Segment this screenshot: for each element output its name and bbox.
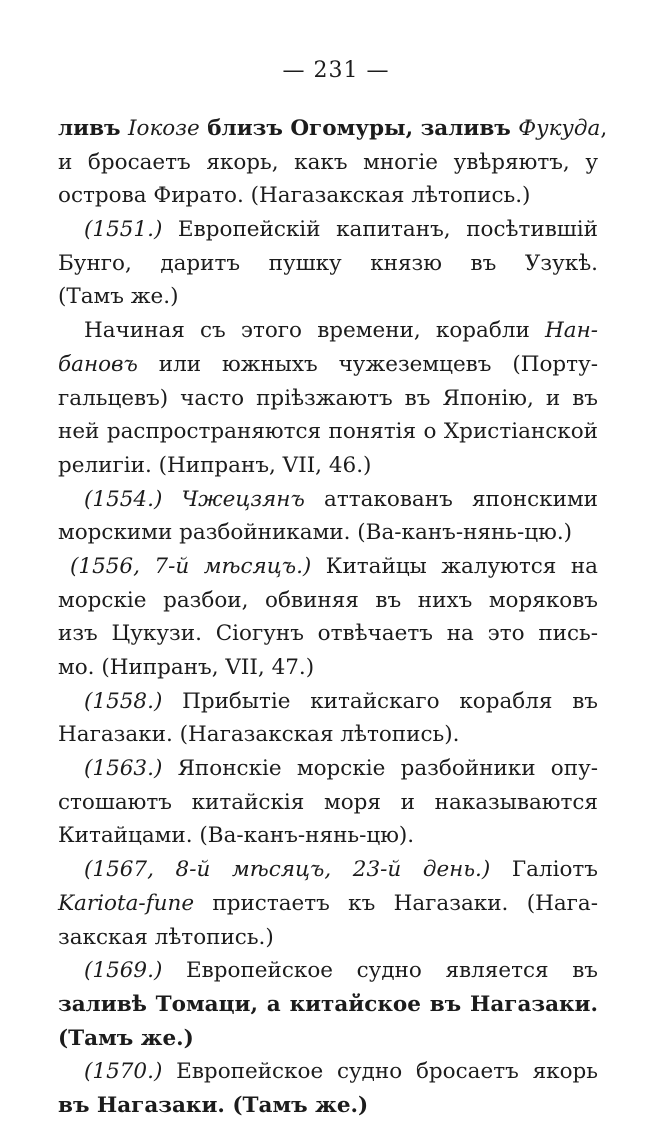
text-run: (Тамъ же.) [58, 284, 179, 310]
text-line [58, 280, 598, 314]
text-run: морскіе разбои, обвиняя въ нихъ моряковъ [58, 587, 598, 613]
text-line [58, 752, 598, 786]
text-line [58, 921, 598, 955]
text-line [58, 819, 598, 853]
text-line [58, 247, 598, 281]
text-run: Начиная съ этого времени, корабли [84, 318, 545, 344]
text-line [58, 179, 598, 213]
text-run: Бунго, даритъ пушку князю въ Узукѣ. [58, 250, 598, 276]
text-line [58, 550, 598, 584]
text-run: изъ Цукузи. Сіогунъ отвѣчаетъ на это пись- [58, 621, 598, 647]
text-run: Китайцами. (Ва-канъ-нянь-цю). [58, 823, 415, 849]
bold-text: заливѣ Томаци, а китайское въ Нагазаки. [58, 991, 598, 1017]
text-run: Европейское судно бросаетъ якорь [162, 1059, 598, 1085]
text-line [58, 617, 598, 651]
italic-text: (1570.) [84, 1059, 163, 1085]
italic-text: (1556, 7-й мѣсяцъ.) [70, 553, 312, 579]
text-line [58, 112, 608, 146]
text-run: Галіотъ [490, 857, 598, 883]
italic-text: (1563.) [84, 756, 163, 782]
page-number: — 231 — [282, 58, 390, 83]
bold-text: близъ Огомуры, заливъ [199, 116, 519, 141]
text-line [58, 651, 598, 685]
bold-text: въ Нагазаки. (Тамъ же.) [58, 1092, 369, 1118]
text-line [58, 954, 598, 988]
text-line [58, 685, 598, 719]
italic-text: Kariota-fune [58, 890, 195, 916]
text-run: религіи. (Нипранъ, VII, 46.) [58, 452, 372, 478]
bold-text: ливъ [58, 116, 129, 141]
body-text [58, 112, 608, 1123]
text-run: Прибытіе китайскаго корабля въ [162, 688, 598, 714]
text-line [58, 584, 598, 618]
italic-text: (1567, 8-й мѣсяцъ, 23-й день.) [84, 857, 491, 883]
text-run: Европейскій капитанъ, посѣтившій [162, 217, 598, 243]
italic-text: бановъ [58, 351, 138, 377]
text-line [58, 415, 598, 449]
text-run [162, 487, 181, 512]
text-line [58, 213, 598, 247]
text-line [58, 516, 598, 550]
italic-text: Нан- [545, 318, 598, 344]
text-run: острова Фирато. (Нагазакская лѣтопись.) [58, 183, 531, 209]
text-line [58, 1055, 598, 1089]
text-run: закская лѣтопись.) [58, 924, 274, 950]
text-line [58, 718, 598, 752]
text-run: и бросаетъ якорь, какъ многіе увѣряютъ, у [58, 149, 598, 175]
italic-text: (1569.) [84, 958, 163, 984]
text-line [58, 483, 598, 517]
text-run: Японскіе морскіе разбойники опу- [162, 756, 598, 782]
italic-text: (1554.) [84, 486, 163, 512]
text-line [58, 887, 598, 921]
text-run: морскими разбойниками. (Ва-канъ-нянь-цю.) [58, 520, 573, 546]
text-line [58, 786, 598, 820]
text-line [58, 1089, 598, 1123]
bold-text: (Тамъ же.) [58, 1025, 194, 1051]
text-line [58, 314, 598, 348]
text-run: или южныхъ чужеземцевъ (Порту- [137, 351, 598, 377]
text-run: Нагазаки. (Нагазакская лѣтопись). [58, 722, 460, 748]
text-run: пристаетъ къ Нагазаки. (Нага- [194, 890, 598, 916]
text-line [58, 1022, 598, 1056]
italic-text: Фукуда [518, 116, 601, 141]
text-run: мо. (Нипранъ, VII, 47.) [58, 655, 315, 680]
text-run: гальцевъ) часто пріѣзжаютъ въ Японію, и въ [58, 385, 598, 411]
text-run: , [600, 116, 608, 141]
text-run: Китайцы жалуются на [311, 553, 598, 579]
italic-text: (1558.) [84, 688, 163, 714]
text-line [58, 348, 598, 382]
italic-text: (1551.) [84, 217, 163, 243]
text-line [58, 146, 598, 180]
text-line [58, 382, 598, 416]
text-run: Европейское судно является въ [162, 958, 598, 984]
italic-text: Чжецзянъ [181, 486, 305, 512]
text-line [58, 449, 598, 483]
text-line [58, 988, 598, 1022]
text-run: ней распространяются понятія о Христіанской [58, 419, 598, 445]
text-line [58, 853, 598, 887]
text-run: стошаютъ китайскія моря и наказываются [58, 789, 598, 815]
text-run: аттакованъ японскими [304, 486, 598, 512]
italic-text: Іокозе [128, 116, 200, 141]
